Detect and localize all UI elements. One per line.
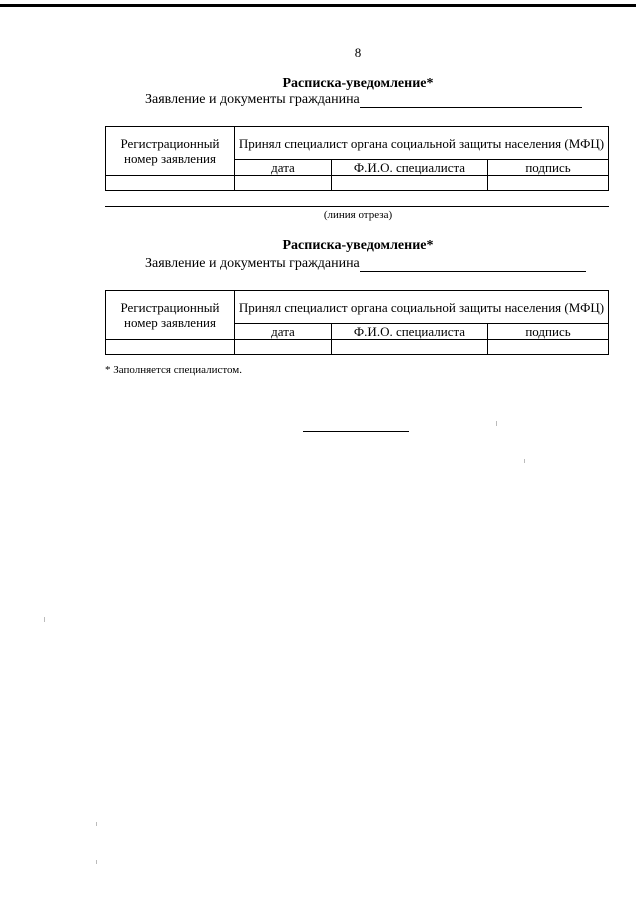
cut-line-label: (линия отреза) [323, 209, 393, 221]
date-cell [235, 340, 332, 355]
receipt-table-1 [105, 126, 609, 191]
reg-number-cell [106, 340, 235, 355]
specialist-name-header: Ф.И.О. специалиста [332, 160, 488, 176]
signature-header: подпись [488, 324, 609, 340]
date-header: дата [235, 160, 332, 176]
scan-speck [496, 421, 497, 426]
reg-number-header: Регистрационный номер заявления [106, 291, 235, 340]
reg-number-cell [106, 176, 235, 191]
table-row [106, 340, 609, 355]
signature-cell [488, 176, 609, 191]
signature-header: подпись [488, 160, 609, 176]
date-header: дата [235, 324, 332, 340]
signature-cell [488, 340, 609, 355]
specialist-name-cell [332, 340, 488, 355]
scan-speck [44, 617, 45, 622]
receipt-title-2: Расписка-уведомление* [282, 238, 434, 253]
accepted-by-header: Принял специалист органа социальной защиты населения (МФЦ) [235, 127, 609, 160]
scan-speck [524, 459, 525, 463]
receipt-table-2 [105, 290, 609, 355]
applicant-blank-1 [360, 93, 582, 108]
reg-number-header: Регистрационный номер заявления [106, 127, 235, 176]
applicant-label-2: Заявление и документы гражданина [145, 256, 360, 271]
accepted-by-header: Принял специалист органа социальной защиты населения (МФЦ) [235, 291, 609, 324]
table-row [106, 176, 609, 191]
scan-speck [96, 822, 97, 826]
top-border-line [0, 4, 636, 7]
date-cell [235, 176, 332, 191]
applicant-label-1: Заявление и документы гражданина [145, 92, 360, 107]
footnote: * Заполняется специалистом. [105, 364, 243, 376]
specialist-name-header: Ф.И.О. специалиста [332, 324, 488, 340]
page-number: 8 [354, 45, 362, 60]
applicant-line-1 [145, 92, 582, 108]
specialist-name-cell [332, 176, 488, 191]
cut-line [105, 206, 609, 207]
end-separator-line [303, 431, 409, 432]
applicant-blank-2 [360, 257, 586, 272]
applicant-line-2 [145, 256, 586, 272]
scan-speck [96, 860, 97, 864]
receipt-title-1: Расписка-уведомление* [282, 76, 434, 91]
